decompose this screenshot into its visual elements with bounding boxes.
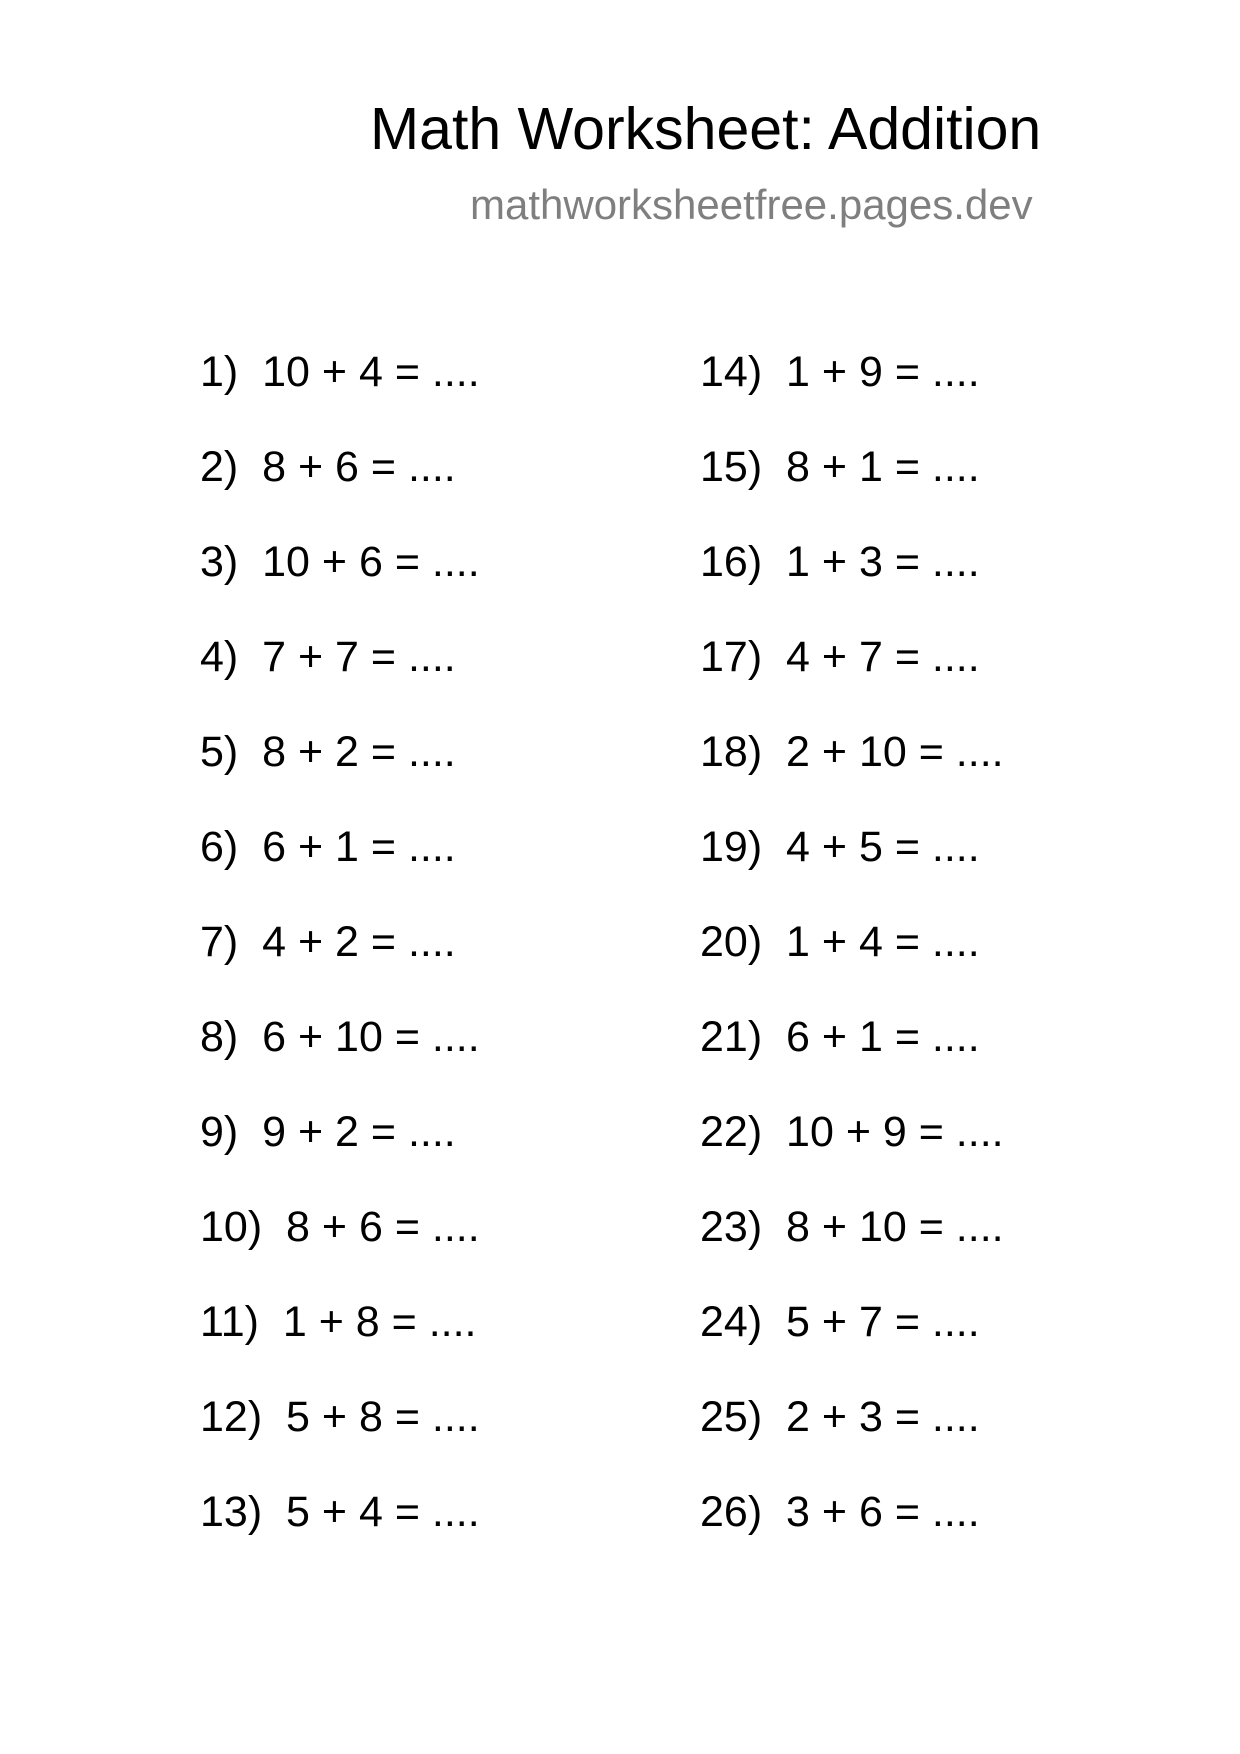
problem-item: 20) 1 + 4 = .... bbox=[700, 918, 980, 966]
problem-item: 18) 2 + 10 = .... bbox=[700, 728, 1004, 776]
problem-item: 17) 4 + 7 = .... bbox=[700, 633, 980, 681]
problem-column-right bbox=[700, 346, 1004, 1581]
problem-item: 6) 6 + 1 = .... bbox=[200, 823, 456, 871]
problem-item: 15) 8 + 1 = .... bbox=[700, 443, 980, 491]
worksheet-header bbox=[0, 0, 1240, 260]
page-title: Math Worksheet: Addition bbox=[370, 96, 1042, 162]
problem-item: 10) 8 + 6 = .... bbox=[200, 1203, 480, 1251]
problem-item: 11) 1 + 8 = .... bbox=[200, 1298, 477, 1346]
problem-item: 24) 5 + 7 = .... bbox=[700, 1298, 980, 1346]
problem-item: 1) 10 + 4 = .... bbox=[200, 348, 480, 396]
problem-item: 3) 10 + 6 = .... bbox=[200, 538, 480, 586]
problem-item: 4) 7 + 7 = .... bbox=[200, 633, 456, 681]
problem-item: 21) 6 + 1 = .... bbox=[700, 1013, 980, 1061]
problem-item: 9) 9 + 2 = .... bbox=[200, 1108, 456, 1156]
problem-item: 12) 5 + 8 = .... bbox=[200, 1393, 480, 1441]
problem-item: 22) 10 + 9 = .... bbox=[700, 1108, 1004, 1156]
problem-item: 13) 5 + 4 = .... bbox=[200, 1488, 480, 1536]
problem-item: 19) 4 + 5 = .... bbox=[700, 823, 980, 871]
problem-item: 8) 6 + 10 = .... bbox=[200, 1013, 480, 1061]
problem-item: 14) 1 + 9 = .... bbox=[700, 348, 980, 396]
problem-item: 25) 2 + 3 = .... bbox=[700, 1393, 980, 1441]
problem-column-left bbox=[200, 346, 480, 1581]
problem-item: 2) 8 + 6 = .... bbox=[200, 443, 456, 491]
problem-item: 7) 4 + 2 = .... bbox=[200, 918, 456, 966]
problem-item: 5) 8 + 2 = .... bbox=[200, 728, 456, 776]
problem-item: 26) 3 + 6 = .... bbox=[700, 1488, 980, 1536]
site-url: mathworksheetfree.pages.dev bbox=[470, 181, 1033, 228]
problem-item: 16) 1 + 3 = .... bbox=[700, 538, 980, 586]
problem-item: 23) 8 + 10 = .... bbox=[700, 1203, 1004, 1251]
